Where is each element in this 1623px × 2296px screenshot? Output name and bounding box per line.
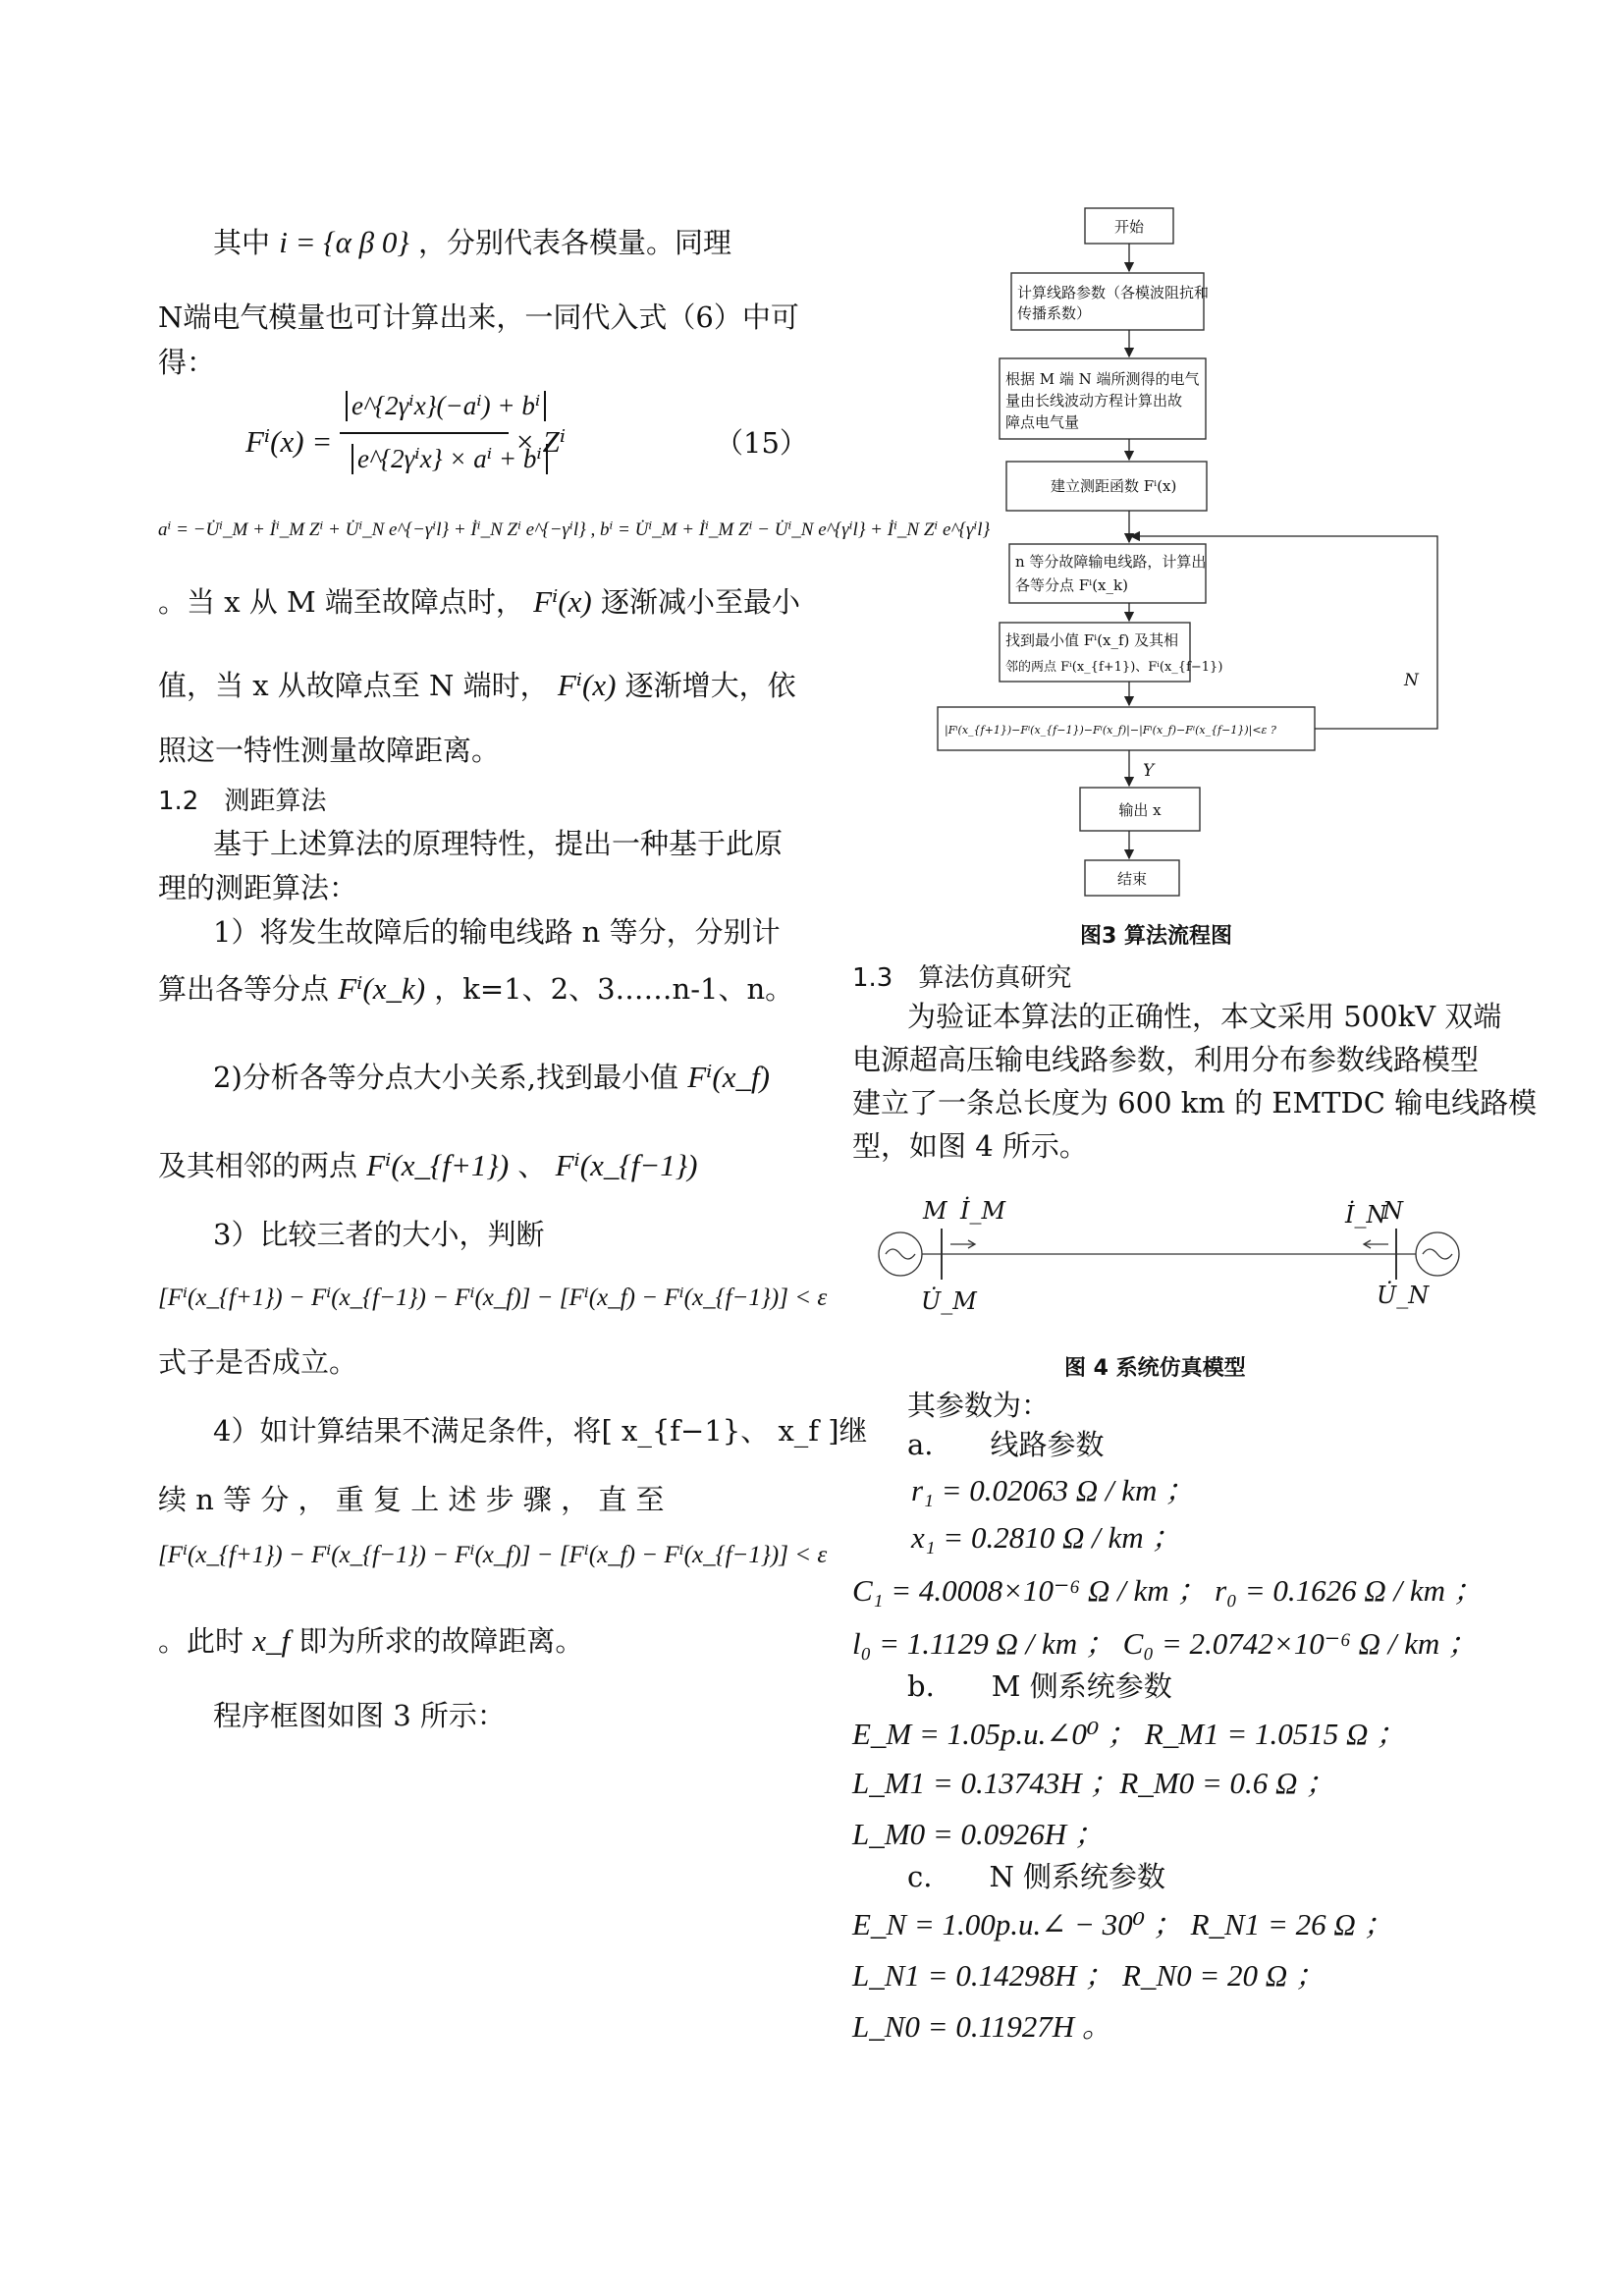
para-r1: 为验证本算法的正确性，本文采用 500kV 双端 — [907, 1000, 1502, 1033]
figure-4-caption: 图 4 系统仿真模型 — [1064, 1356, 1246, 1381]
flow-text: 量由长线波动方程计算出故 — [1005, 392, 1183, 410]
flow-yes-label: Y — [1143, 761, 1155, 781]
eq15-numerator: e^{2γⁱx}(−aⁱ) + bⁱ — [346, 391, 546, 421]
flow-text: 找到最小值 Fⁱ(x_f) 及其相 — [1005, 631, 1179, 649]
text: 算出各等分点 — [158, 972, 330, 1006]
text: 逐渐增大，依 — [624, 669, 796, 702]
flow-start-text: 开始 — [1113, 218, 1145, 236]
label-im: İ_M — [960, 1197, 1006, 1225]
flow-text: 邻的两点 Fⁱ(x_{f+1})、Fⁱ(x_{f−1}) — [1005, 660, 1223, 675]
para-3-line-2: 理的测距算法： — [158, 871, 358, 904]
system-model-figure-4 — [864, 1183, 1473, 1321]
step-1-line-2 — [158, 970, 793, 1008]
step-2-line-1 — [213, 1059, 770, 1096]
text: ，分别代表各模量。同理 — [418, 226, 732, 259]
param-l0-c0: l₀ = 1.1129 Ω / km ； C₀ = 2.0742×10⁻⁶ Ω / km ； — [852, 1626, 1479, 1661]
text: ，k=1、2、3……n-1、n。 — [434, 972, 794, 1006]
flow-text: 建立测距函数 Fⁱ(x) — [1051, 477, 1177, 495]
figure-3-caption: 图3 算法流程图 — [1080, 924, 1232, 949]
flow-text: n 等分故障输电线路，计算出 — [1015, 553, 1207, 571]
label-n: N — [1382, 1197, 1403, 1225]
math-modal-set: i = {α β 0} — [279, 225, 409, 259]
flow-output-text: 输出 x — [1118, 801, 1162, 819]
condition-inequality-2: [Fⁱ(x_{f+1}) − Fⁱ(x_{f−1}) − Fⁱ(x_f)] − [Fⁱ(x_f) − Fⁱ(x_{f−1})] < ε — [158, 1542, 828, 1568]
flow-text: 障点电气量 — [1005, 413, 1080, 431]
para-2-line-1 — [158, 583, 800, 621]
ab-definitions: aⁱ = −U̇ⁱ_M + İⁱ_M Zⁱ + U̇ⁱ_N e^{−γⁱl} + İⁱ_N Zⁱ e^{−γⁱl} , bⁱ = U̇ⁱ_M + İⁱ_M Zⁱ − U̇ⁱ_N e^{γⁱl} + İⁱ_N Zⁱ e^{γⁱl} — [158, 519, 991, 540]
label-um: U̇_M — [921, 1287, 977, 1315]
step-4-line-4 — [158, 1622, 583, 1660]
math-f: Fⁱ(x) — [557, 668, 617, 702]
para-r3: 建立了一条总长度为 600 km 的 EMTDC 输电线路模 — [852, 1086, 1538, 1120]
section-heading-1-3: 1.3 算法仿真研究 — [852, 963, 1072, 993]
para-1-line-2: N端电气模量也可计算出来，一同代入式（6）中可 — [158, 301, 799, 334]
eq15-rhs: × Zⁱ — [514, 424, 567, 459]
step-1-line-1: 1）将发生故障后的输电线路 n 等分，分别计 — [213, 915, 781, 949]
param-em-rm1: E_M = 1.05p.u.∠0⁰ ； R_M1 = 1.0515 Ω ； — [852, 1717, 1407, 1751]
para-2-line-2 — [158, 667, 796, 704]
math-fxf-minus: Fⁱ(x_{f−1}) — [555, 1148, 698, 1182]
params-c-label: c. N 侧系统参数 — [907, 1860, 1166, 1893]
flow-decision-text: |Fⁱ(x_{f+1})−Fⁱ(x_{f−1})−Fⁱ(x_f)|−|Fⁱ(x_f)−Fⁱ(x_{f−1})|<ε ? — [945, 724, 1276, 737]
eq15-fraction-bar — [340, 432, 509, 434]
para-3-line-1: 基于上述算法的原理特性，提出一种基于此原 — [213, 827, 784, 860]
para-2-line-3: 照这一特性测量故障距离。 — [158, 734, 501, 767]
text: 其中 — [213, 226, 271, 259]
step-3-line-1: 3）比较三者的大小，判断 — [213, 1218, 545, 1251]
para-r2: 电源超高压输电线路参数，利用分布参数线路模型 — [852, 1043, 1480, 1076]
label-m: M — [923, 1197, 947, 1225]
para-4: 程序框图如图 3 所示： — [213, 1699, 506, 1732]
math-fxf: Fⁱ(x_f) — [687, 1060, 770, 1094]
params-b-label: b. M 侧系统参数 — [907, 1669, 1172, 1703]
math-f: Fⁱ(x) — [533, 584, 592, 619]
flow-end-text: 结束 — [1116, 870, 1148, 888]
param-r1: r₁ = 0.02063 Ω / km ； — [911, 1473, 1196, 1507]
params-intro: 其参数为： — [907, 1389, 1051, 1422]
flow-text: 根据 M 端 N 端所测得的电气 — [1005, 370, 1200, 388]
text: 逐渐减小至最小 — [600, 585, 800, 619]
params-a-label: a. 线路参数 — [907, 1428, 1105, 1461]
math-xf: x_f — [252, 1623, 291, 1658]
flow-text: 计算线路参数（各模波阻抗和 — [1017, 284, 1210, 301]
step-4-line-2: 续 n 等 分 ， 重 复 上 述 步 骤 ， 直 至 — [158, 1483, 665, 1516]
param-ln0: L_N0 = 0.11927H 。 — [852, 2009, 1112, 2044]
label-in: İ_N — [1345, 1201, 1387, 1229]
para-1-line-3: 得： — [158, 346, 216, 379]
sine-wave-icon — [1423, 1249, 1452, 1259]
math-fxk: Fⁱ(x_k) — [338, 971, 426, 1006]
param-c1-r0: C₁ = 4.0008×10⁻⁶ Ω / km ； r₀ = 0.1626 Ω / km ； — [852, 1573, 1484, 1608]
param-en-rn1: E_N = 1.00p.u.∠ − 30⁰ ； R_N1 = 26 Ω ； — [852, 1907, 1394, 1941]
step-2-line-2 — [158, 1147, 698, 1184]
para-1-line-1 — [213, 224, 731, 261]
label-un: U̇_N — [1377, 1282, 1430, 1309]
condition-inequality: [Fⁱ(x_{f+1}) − Fⁱ(x_{f−1}) − Fⁱ(x_f)] − [Fⁱ(x_f) − Fⁱ(x_{f−1})] < ε — [158, 1285, 828, 1311]
flow-text: 传播系数） — [1017, 304, 1092, 322]
param-x1: x₁ = 0.2810 Ω / km ； — [911, 1520, 1182, 1555]
section-heading-1-2: 1.2 测距算法 — [158, 787, 327, 816]
flowchart-figure-3 — [923, 196, 1473, 913]
text: 及其相邻的两点 — [158, 1149, 358, 1182]
text: 。当 x 从 M 端至故障点时， — [158, 585, 524, 619]
text: 即为所求的故障距离。 — [298, 1624, 584, 1658]
step-4-line-1: 4）如计算结果不满足条件，将[ x_{f−1}、 x_f ]继 — [213, 1414, 868, 1448]
param-lm0: L_M0 = 0.0926H ； — [852, 1817, 1105, 1851]
eq15-number: （15） — [715, 426, 808, 460]
flow-no-label: N — [1404, 671, 1419, 690]
step-3-line-3: 式子是否成立。 — [158, 1345, 358, 1379]
text: 。此时 — [158, 1624, 244, 1658]
param-lm1-rm0: L_M1 = 0.13743H ；R_M0 = 0.6 Ω ； — [852, 1766, 1336, 1800]
text: 值，当 x 从故障点至 N 端时， — [158, 669, 549, 702]
sine-wave-icon — [886, 1249, 915, 1259]
math-fxf-plus: Fⁱ(x_{f+1}) — [366, 1148, 510, 1182]
eq15-lhs: Fⁱ(x) = — [245, 424, 333, 459]
text: 、 — [517, 1149, 547, 1182]
eq15-denominator: e^{2γⁱx} × aⁱ + bⁱ — [352, 444, 548, 474]
flow-text: 各等分点 Fⁱ(x_k) — [1015, 576, 1128, 594]
para-r4: 型，如图 4 所示。 — [852, 1129, 1088, 1163]
text: 2)分析各等分点大小关系,找到最小值 — [213, 1061, 678, 1094]
param-ln1-rn0: L_N1 = 0.14298H ； R_N0 = 20 Ω ； — [852, 1958, 1325, 1993]
